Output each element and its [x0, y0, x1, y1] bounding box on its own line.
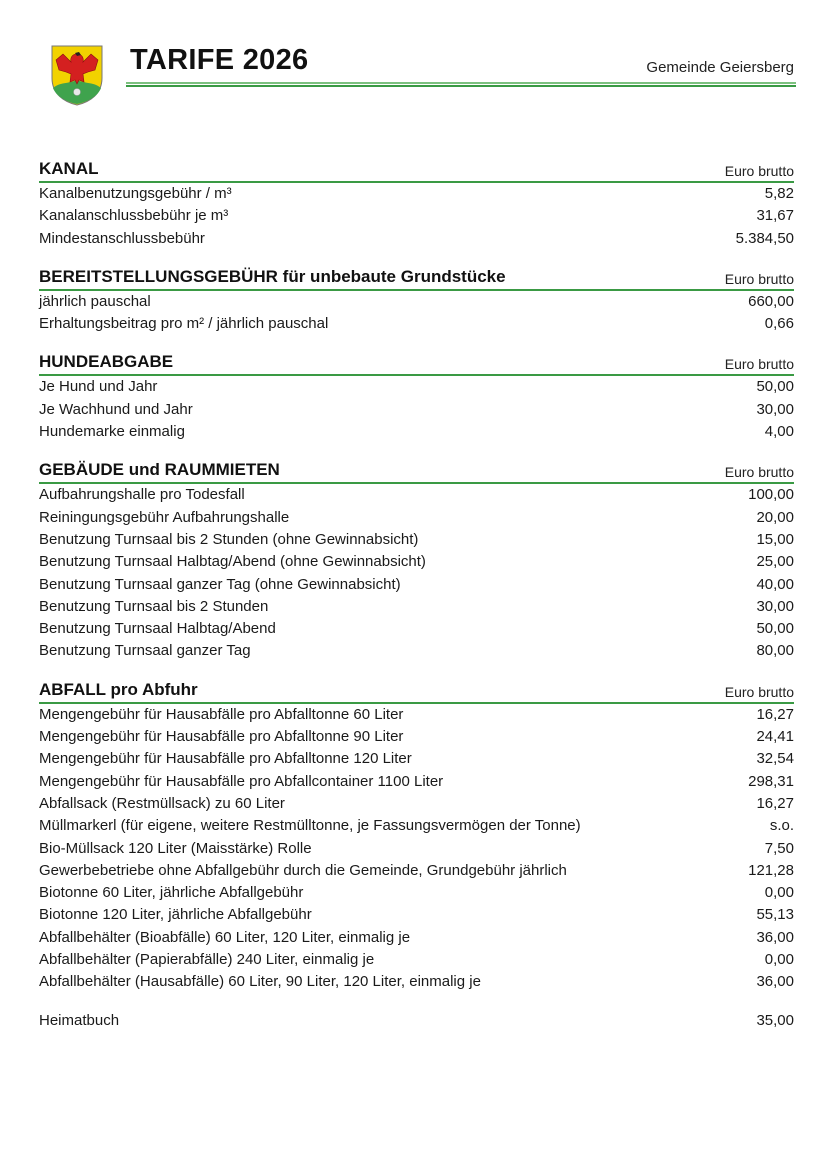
tariff-row: [39, 421, 794, 443]
tariff-value: 15,00: [756, 530, 794, 548]
tariff-row: [39, 949, 794, 971]
tariff-value: 80,00: [756, 642, 794, 660]
section-unit: Euro brutto: [724, 163, 794, 179]
tariff-row: [39, 529, 794, 551]
tariff-row-heimatbuch: [39, 1010, 794, 1032]
tariff-row: [39, 507, 794, 529]
tariff-value: 16,27: [756, 794, 794, 812]
tariff-label: Reiningungsgebühr Aufbahrungshalle: [39, 508, 290, 526]
tariff-label: Mengengebühr für Hausabfälle pro Abfallcontainer 1100 Liter: [39, 772, 444, 790]
tariff-row: [39, 971, 794, 993]
tariff-value: 50,00: [756, 620, 794, 638]
coat-of-arms-icon: [50, 44, 104, 106]
tariff-value: 30,00: [756, 597, 794, 615]
tariff-value: 35,00: [756, 1011, 794, 1029]
tariff-label: Heimatbuch: [39, 1011, 120, 1029]
tariff-value: 55,13: [756, 906, 794, 924]
tariff-row: [39, 640, 794, 662]
tariff-label: Biotonne 120 Liter, jährliche Abfallgebühr: [39, 906, 312, 924]
tariff-row: [39, 228, 794, 250]
tariff-value: 20,00: [756, 508, 794, 526]
section-header: [39, 266, 794, 291]
tariff-value: 36,00: [756, 973, 794, 991]
tariff-value: 4,00: [764, 423, 794, 441]
tariff-row: [39, 748, 794, 770]
tariff-value: 32,54: [756, 750, 794, 768]
tariff-row: [39, 205, 794, 227]
section-hundeabgabe: [39, 351, 794, 443]
section-title: ABFALL pro Abfuhr: [39, 679, 198, 699]
tariff-label: Abfallbehälter (Hausabfälle) 60 Liter, 90 Liter, 120 Liter, einmalig je: [39, 973, 481, 991]
organization-name: Gemeinde Geiersberg: [646, 59, 794, 76]
section-kanal: [39, 158, 794, 250]
tariff-value: 660,00: [748, 292, 794, 310]
tariff-row: [39, 838, 794, 860]
tariff-value: 5,82: [764, 185, 794, 202]
section-gebaeude-raummieten: [39, 459, 794, 662]
tariff-value: 30,00: [756, 400, 794, 418]
tariff-label: Gewerbebetriebe ohne Abfallgebühr durch die Gemeinde, Grundgebühr jährlich: [39, 861, 567, 879]
tariff-value: s.o.: [769, 817, 794, 835]
tariff-row: [39, 793, 794, 815]
tariff-value: 5.384,50: [735, 229, 794, 247]
tariff-row: [39, 927, 794, 949]
tariff-row: [39, 596, 794, 618]
tariff-label: Mengengebühr für Hausabfälle pro Abfalltonne 90 Liter: [39, 728, 404, 746]
tariff-row: [39, 726, 794, 748]
tariff-label: Benutzung Turnsaal Halbtag/Abend: [39, 620, 276, 638]
tariff-row: [39, 704, 794, 726]
tariff-value: 25,00: [756, 553, 794, 571]
tariff-label: Benutzung Turnsaal Halbtag/Abend (ohne Gewinnabsicht): [39, 553, 426, 571]
tariff-value: 100,00: [748, 486, 794, 504]
section-title: GEBÄUDE und RAUMMIETEN: [39, 460, 280, 480]
tariff-row: [39, 376, 794, 398]
tariff-label: Kanalanschlussbebühr je m³: [39, 207, 229, 225]
section-title: KANAL: [39, 159, 99, 178]
tariff-label: Aufbahrungshalle pro Todesfall: [39, 486, 245, 504]
tariff-row: [39, 551, 794, 573]
tariff-row: [39, 313, 794, 335]
tariff-label: Erhaltungsbeitrag pro m² / jährlich pauschal: [39, 315, 329, 333]
tariff-label: Benutzung Turnsaal ganzer Tag: [39, 642, 251, 660]
section-unit: Euro brutto: [724, 683, 794, 700]
tariff-row: [39, 618, 794, 640]
tariff-row: [39, 904, 794, 926]
tariff-row: [39, 291, 794, 313]
tariff-value: 24,41: [756, 728, 794, 746]
tariff-label: Benutzung Turnsaal ganzer Tag (ohne Gewinnabsicht): [39, 575, 401, 593]
tariff-value: 40,00: [756, 575, 794, 593]
tariff-value: 16,27: [756, 705, 794, 723]
tariff-label: Hundemarke einmalig: [39, 423, 185, 441]
tariff-value: 0,00: [764, 884, 794, 902]
page-title: TARIFE 2026: [130, 44, 309, 76]
section-title: BEREITSTELLUNGSGEBÜHR für unbebaute Grundstücke: [39, 266, 506, 286]
section-unit: Euro brutto: [724, 356, 794, 373]
tariff-label: Mindestanschlussbebühr: [39, 229, 205, 247]
section-title: HUNDEABGABE: [39, 352, 174, 372]
tariff-value: 7,50: [764, 839, 794, 857]
section-header: [39, 158, 794, 183]
tariff-value: 0,00: [764, 951, 794, 969]
tariff-value: 0,66: [764, 315, 794, 333]
tariff-row: [39, 399, 794, 421]
tariff-label: Abfallsack (Restmüllsack) zu 60 Liter: [39, 794, 285, 812]
tariff-value: 31,67: [756, 207, 794, 225]
section-header: [39, 679, 794, 704]
tariff-label: Bio-Müllsack 120 Liter (Maisstärke) Rolle: [39, 839, 312, 857]
tariff-row: [39, 574, 794, 596]
tariff-label: Mengengebühr für Hausabfälle pro Abfalltonne 120 Liter: [39, 750, 412, 768]
tariff-row: [39, 183, 794, 205]
tariff-label: Benutzung Turnsaal bis 2 Stunden: [39, 597, 269, 615]
tariff-label: jährlich pauschal: [39, 292, 151, 310]
tariff-row: [39, 860, 794, 882]
tariff-row: [39, 815, 794, 837]
tariff-label: Müllmarkerl (für eigene, weitere Restmülltonne, je Fassungsvermögen der Tonne): [39, 817, 581, 835]
section-header: [39, 459, 794, 484]
tariff-value: 121,28: [748, 861, 794, 879]
section-unit: Euro brutto: [724, 270, 794, 287]
tariff-label: Kanalbenutzungsgebühr / m³: [39, 185, 232, 202]
tariff-value: 36,00: [756, 928, 794, 946]
tariff-value: 50,00: [756, 378, 794, 396]
section-bereitstellungsgebuehr: [39, 266, 794, 336]
tariff-label: Je Wachhund und Jahr: [39, 400, 193, 418]
tariff-label: Benutzung Turnsaal bis 2 Stunden (ohne Gewinnabsicht): [39, 530, 419, 548]
tariff-label: Je Hund und Jahr: [39, 378, 158, 396]
section-unit: Euro brutto: [724, 464, 794, 481]
tariff-row: [39, 882, 794, 904]
section-header: [39, 351, 794, 376]
tariff-label: Abfallbehälter (Papierabfälle) 240 Liter, einmalig je: [39, 951, 375, 969]
tariff-label: Mengengebühr für Hausabfälle pro Abfalltonne 60 Liter: [39, 705, 404, 723]
tariff-value: 298,31: [748, 772, 794, 790]
tariff-list: [39, 158, 794, 1032]
tariff-label: Abfallbehälter (Bioabfälle) 60 Liter, 120 Liter, einmalig je: [39, 928, 411, 946]
tariff-row: [39, 484, 794, 506]
tariff-label: Biotonne 60 Liter, jährliche Abfallgebühr: [39, 884, 304, 902]
section-abfall: [39, 679, 794, 994]
tariff-row: [39, 771, 794, 793]
header-divider: [126, 82, 796, 88]
